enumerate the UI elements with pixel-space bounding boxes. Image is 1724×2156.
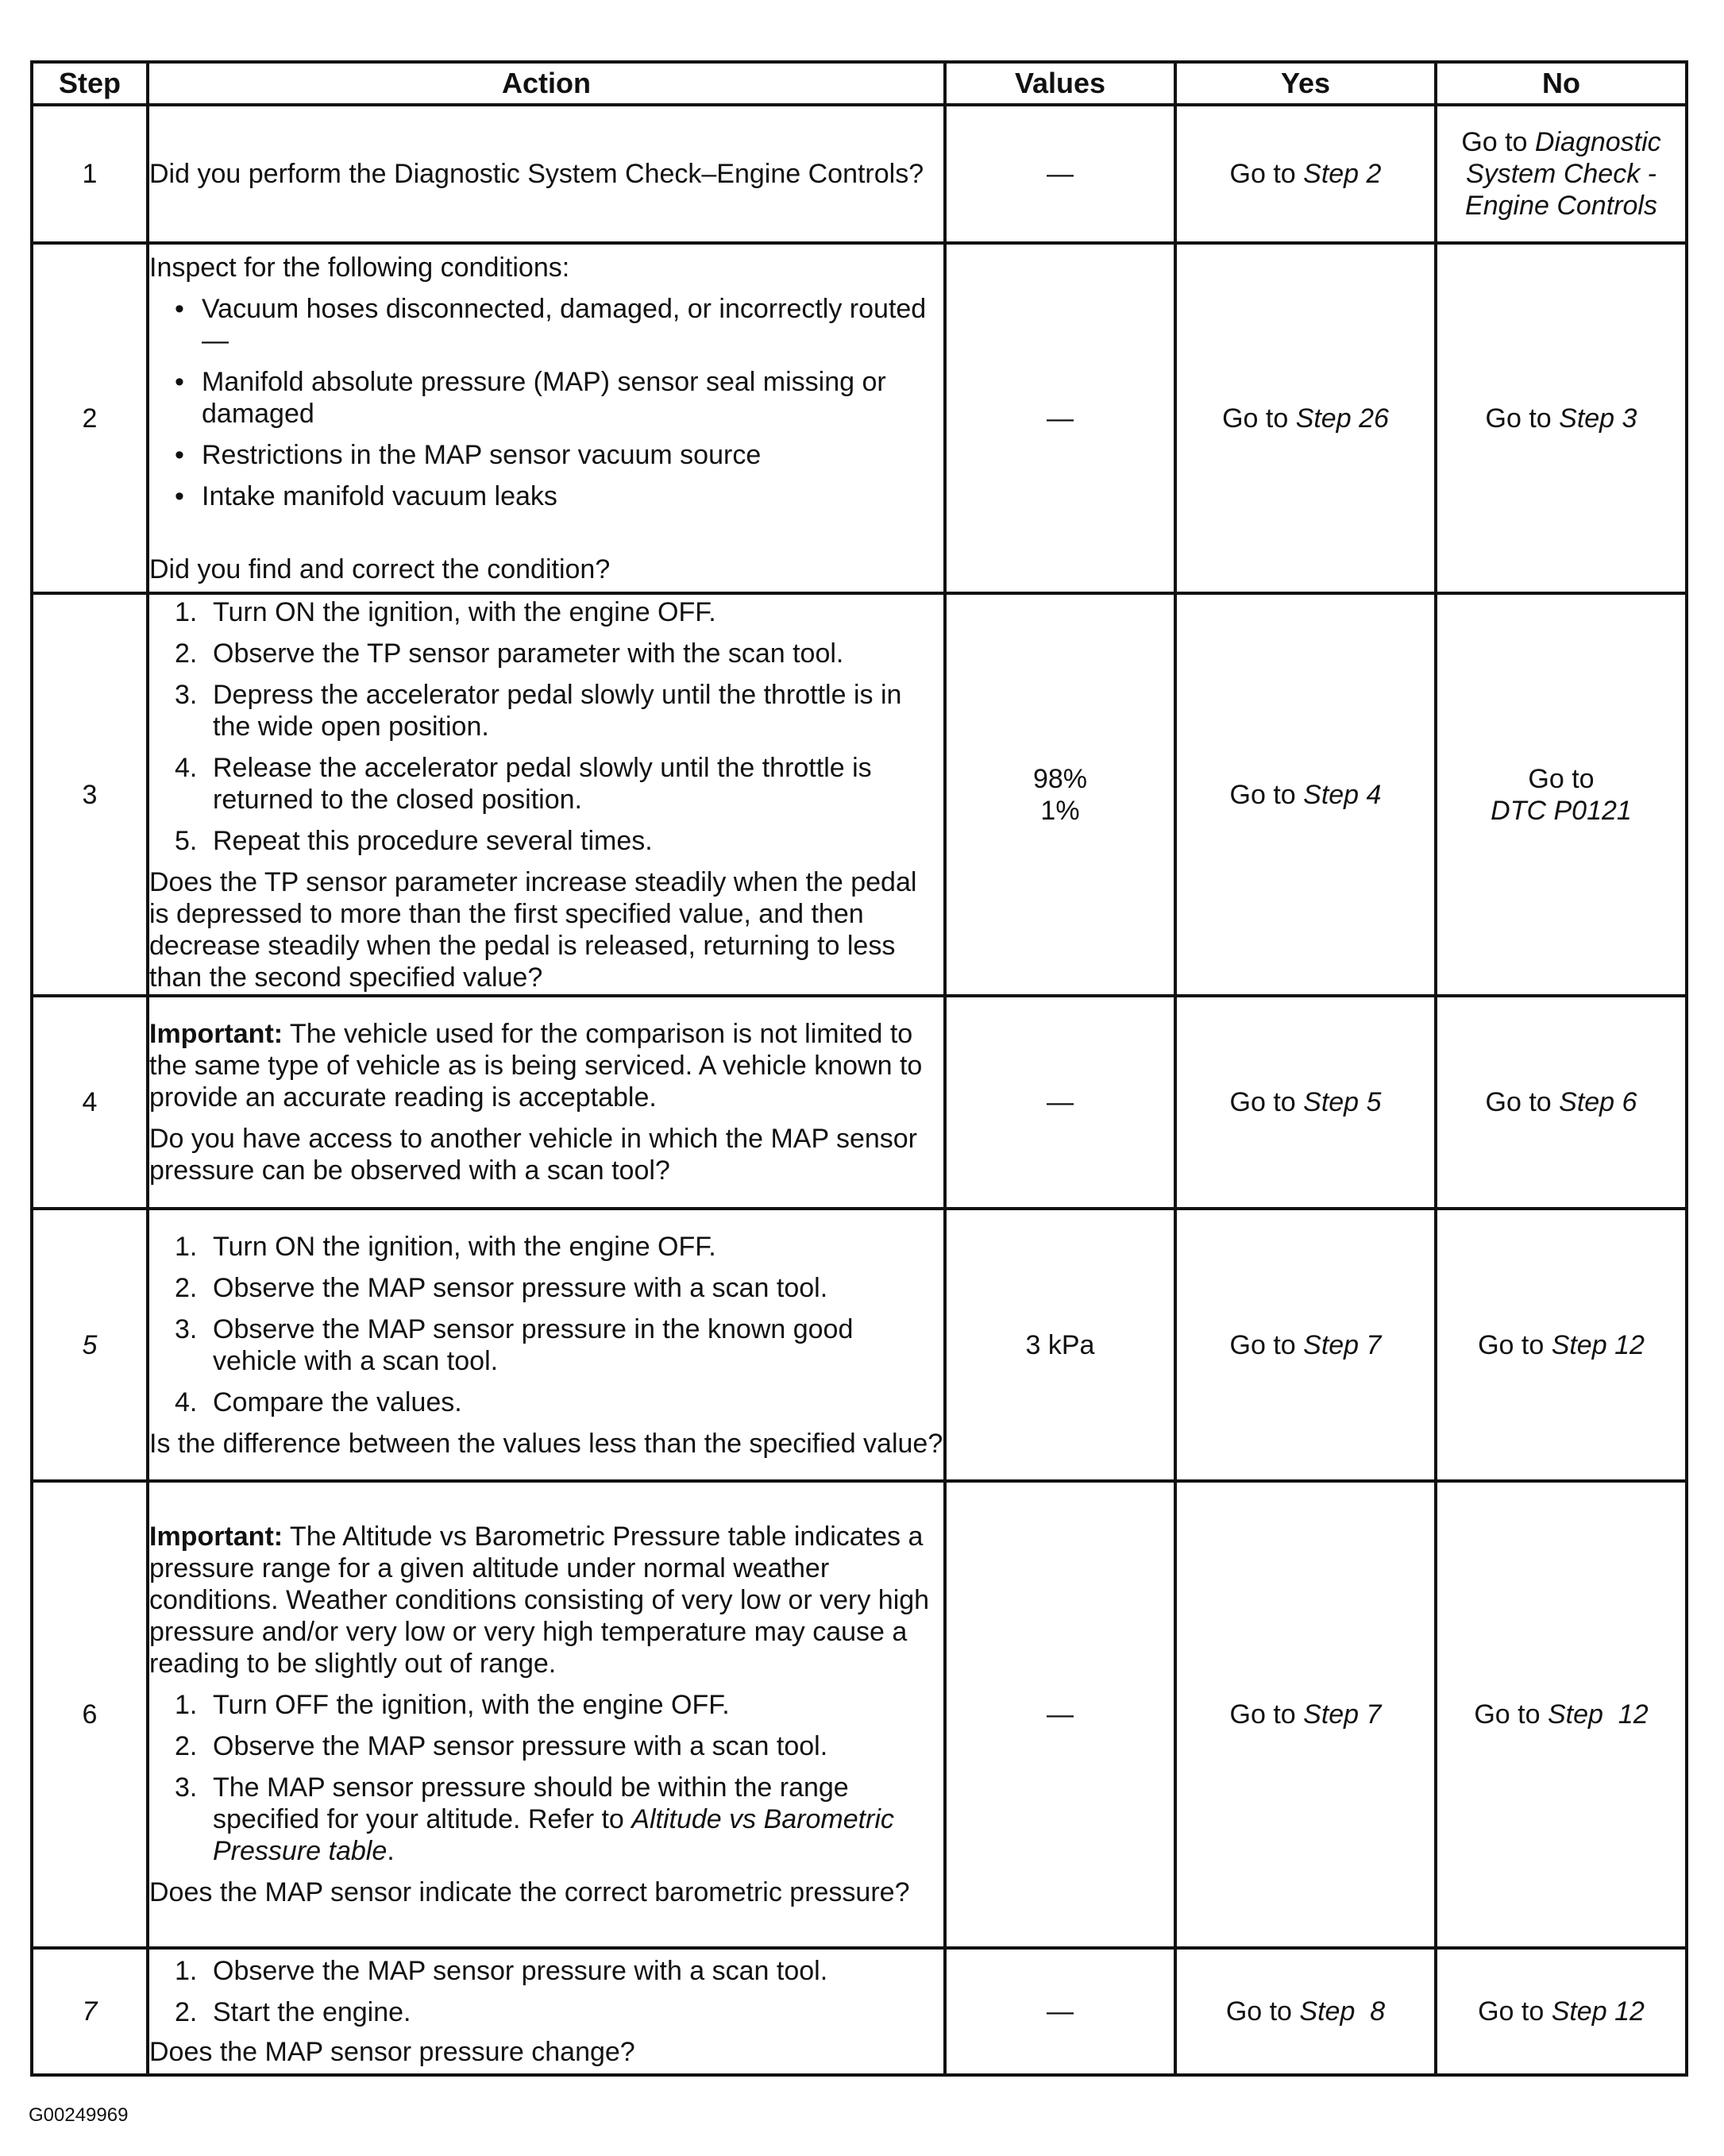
no-ref: Step 6: [1559, 1087, 1637, 1117]
condition-list: [149, 293, 943, 512]
procedure-list: [149, 596, 943, 857]
important-note: Important: The vehicle used for the comparison is not limited to the same type of vehicle as is being serviced. A vehicle known to provide an accurate reading is acceptable.: [149, 1019, 923, 1113]
list-item: 3. Observe the MAP sensor pressure in the known good vehicle with a scan tool.: [175, 1313, 854, 1376]
action-question: Do you have access to another vehicle in which the MAP sensor pressure can be observed with a scan tool?: [149, 1124, 918, 1186]
no-cell: [1436, 593, 1687, 996]
header-step: Step: [32, 62, 148, 105]
yes-prefix: Go to: [1229, 1329, 1304, 1360]
yes-cell: [1175, 593, 1436, 996]
yes-prefix: Go to: [1229, 779, 1304, 810]
important-note: Important: The Altitude vs Barometric Pressure table indicates a pressure range for a given altitude under normal weather conditions. Weather conditions consisting of very low or very high pressure and/or very low or very high temperature may cause a reading to be slightly out of range.: [149, 1522, 930, 1679]
table-row: [32, 996, 1687, 1209]
action-cell: [148, 996, 945, 1209]
yes-ref: Step 26: [1295, 403, 1389, 434]
step-number: 7: [32, 1948, 148, 2075]
list-item: • Vacuum hoses disconnected, damaged, or incorrectly routed—: [149, 293, 943, 357]
step-number: 1: [32, 105, 148, 243]
no-ref: Diagnostic System Check - Engine Controls: [1465, 127, 1661, 221]
no-cell: [1436, 243, 1687, 593]
list-item: • Manifold absolute pressure (MAP) sensor seal missing or damaged: [149, 366, 943, 430]
step-number: 2: [32, 243, 148, 593]
figure-id: G00249969: [29, 2104, 129, 2126]
yes-ref: Step 5: [1303, 1087, 1382, 1117]
step-number: 5: [32, 1209, 148, 1481]
no-prefix: Go to: [1485, 1087, 1560, 1117]
procedure-list: [149, 1955, 943, 2028]
yes-cell: [1175, 996, 1436, 1209]
values-cell: —: [945, 996, 1175, 1209]
action-cell: [148, 1948, 945, 2075]
yes-ref: Step 7: [1303, 1329, 1382, 1360]
no-ref: DTC P0121: [1491, 795, 1632, 826]
no-cell: [1436, 1209, 1687, 1481]
table-row: [32, 1481, 1687, 1948]
values-cell: [945, 593, 1175, 996]
yes-ref: Step 4: [1303, 779, 1382, 810]
yes-ref: Step 7: [1303, 1699, 1382, 1730]
list-item: 4. Compare the values.: [175, 1387, 462, 1417]
step-number: 6: [32, 1481, 148, 1948]
no-prefix: Go to: [1528, 763, 1595, 794]
action-question: Does the MAP sensor indicate the correct barometric pressure?: [149, 1877, 910, 1907]
action-question: Did you find and correct the condition?: [149, 553, 611, 584]
action-cell: [148, 243, 945, 593]
no-prefix: Go to: [1478, 1329, 1552, 1360]
action-cell: [148, 1481, 945, 1948]
list-item: 2. Observe the TP sensor parameter with the scan tool.: [175, 638, 844, 669]
no-prefix: Go to: [1478, 1996, 1552, 2027]
table-header-row: [32, 62, 1687, 105]
table-row: [32, 593, 1687, 996]
yes-cell: [1175, 105, 1436, 243]
no-ref: Step 3: [1559, 403, 1637, 434]
action-question: Does the MAP sensor pressure change?: [149, 2037, 635, 2067]
header-yes: Yes: [1175, 62, 1436, 105]
procedure-list: [149, 1689, 943, 1867]
header-action: Action: [148, 62, 945, 105]
yes-prefix: Go to: [1229, 1699, 1304, 1730]
values-cell: —: [945, 243, 1175, 593]
list-item: 3. Depress the accelerator pedal slowly until the throttle is in the wide open position.: [175, 679, 902, 742]
no-prefix: Go to: [1485, 403, 1560, 434]
values-cell: 3 kPa: [945, 1209, 1175, 1481]
yes-cell: [1175, 1209, 1436, 1481]
list-item: • Intake manifold vacuum leaks: [149, 480, 943, 512]
action-intro: Inspect for the following conditions:: [149, 252, 570, 283]
step-number: 4: [32, 996, 148, 1209]
list-item: 2. Observe the MAP sensor pressure with a scan tool.: [175, 1272, 828, 1303]
value-item: 98%: [1032, 763, 1088, 794]
yes-prefix: Go to: [1222, 403, 1296, 434]
list-item: 1. Turn ON the ignition, with the engine OFF.: [175, 596, 716, 627]
no-ref: Step 12: [1551, 1329, 1645, 1360]
table-row: [32, 105, 1687, 243]
list-item: 1. Turn OFF the ignition, with the engine OFF.: [175, 1690, 730, 1720]
yes-prefix: Go to: [1225, 1996, 1300, 2027]
list-item: 2. Observe the MAP sensor pressure with a scan tool.: [175, 1731, 828, 1761]
yes-prefix: Go to: [1229, 159, 1304, 189]
action-question: Is the difference between the values less than the specified value?: [149, 1428, 943, 1459]
yes-ref: Step 8: [1299, 1996, 1386, 2027]
values-cell: —: [945, 1481, 1175, 1948]
value-item: 1%: [1040, 795, 1080, 826]
list-item: 1. Turn ON the ignition, with the engine OFF.: [175, 1231, 716, 1262]
action-cell: [148, 105, 945, 243]
diagnostic-table: [30, 60, 1688, 2077]
header-no: No: [1436, 62, 1687, 105]
list-item: • Restrictions in the MAP sensor vacuum source: [149, 439, 943, 471]
action-cell: [148, 593, 945, 996]
header-values: Values: [945, 62, 1175, 105]
table-row: [32, 1209, 1687, 1481]
list-item: 3. The MAP sensor pressure should be within the range specified for your altitude. Refer to Altitude vs Barometric Pressure table.: [175, 1772, 894, 1866]
values-cell: —: [945, 105, 1175, 243]
yes-cell: [1175, 1481, 1436, 1948]
no-prefix: Go to: [1474, 1699, 1548, 1730]
yes-prefix: Go to: [1229, 1087, 1304, 1117]
no-ref: Step 12: [1551, 1996, 1645, 2027]
action-question: Does the TP sensor parameter increase steadily when the pedal is depressed to more than the first specified value, and then decrease steadily when the pedal is released, returning to less than the second specified value?: [149, 866, 917, 993]
list-item: 5. Repeat this procedure several times.: [175, 825, 653, 856]
action-question: Did you perform the Diagnostic System Check–Engine Controls?: [149, 159, 924, 189]
no-prefix: Go to: [1461, 127, 1535, 157]
no-cell: [1436, 1481, 1687, 1948]
yes-ref: Step 2: [1303, 159, 1382, 189]
step-number: 3: [32, 593, 148, 996]
no-ref: Step 12: [1547, 1699, 1649, 1730]
list-item: 4. Release the accelerator pedal slowly until the throttle is returned to the closed position.: [175, 752, 872, 815]
no-cell: [1436, 105, 1687, 243]
yes-cell: [1175, 243, 1436, 593]
list-item: 2. Start the engine.: [175, 1997, 411, 2027]
action-cell: [148, 1209, 945, 1481]
no-cell: [1436, 996, 1687, 1209]
values-cell: —: [945, 1948, 1175, 2075]
no-cell: [1436, 1948, 1687, 2075]
list-item: 1. Observe the MAP sensor pressure with a scan tool.: [175, 1956, 828, 1986]
table-row: [32, 243, 1687, 593]
procedure-list: [149, 1231, 943, 1418]
table-row: [32, 1948, 1687, 2075]
yes-cell: [1175, 1948, 1436, 2075]
